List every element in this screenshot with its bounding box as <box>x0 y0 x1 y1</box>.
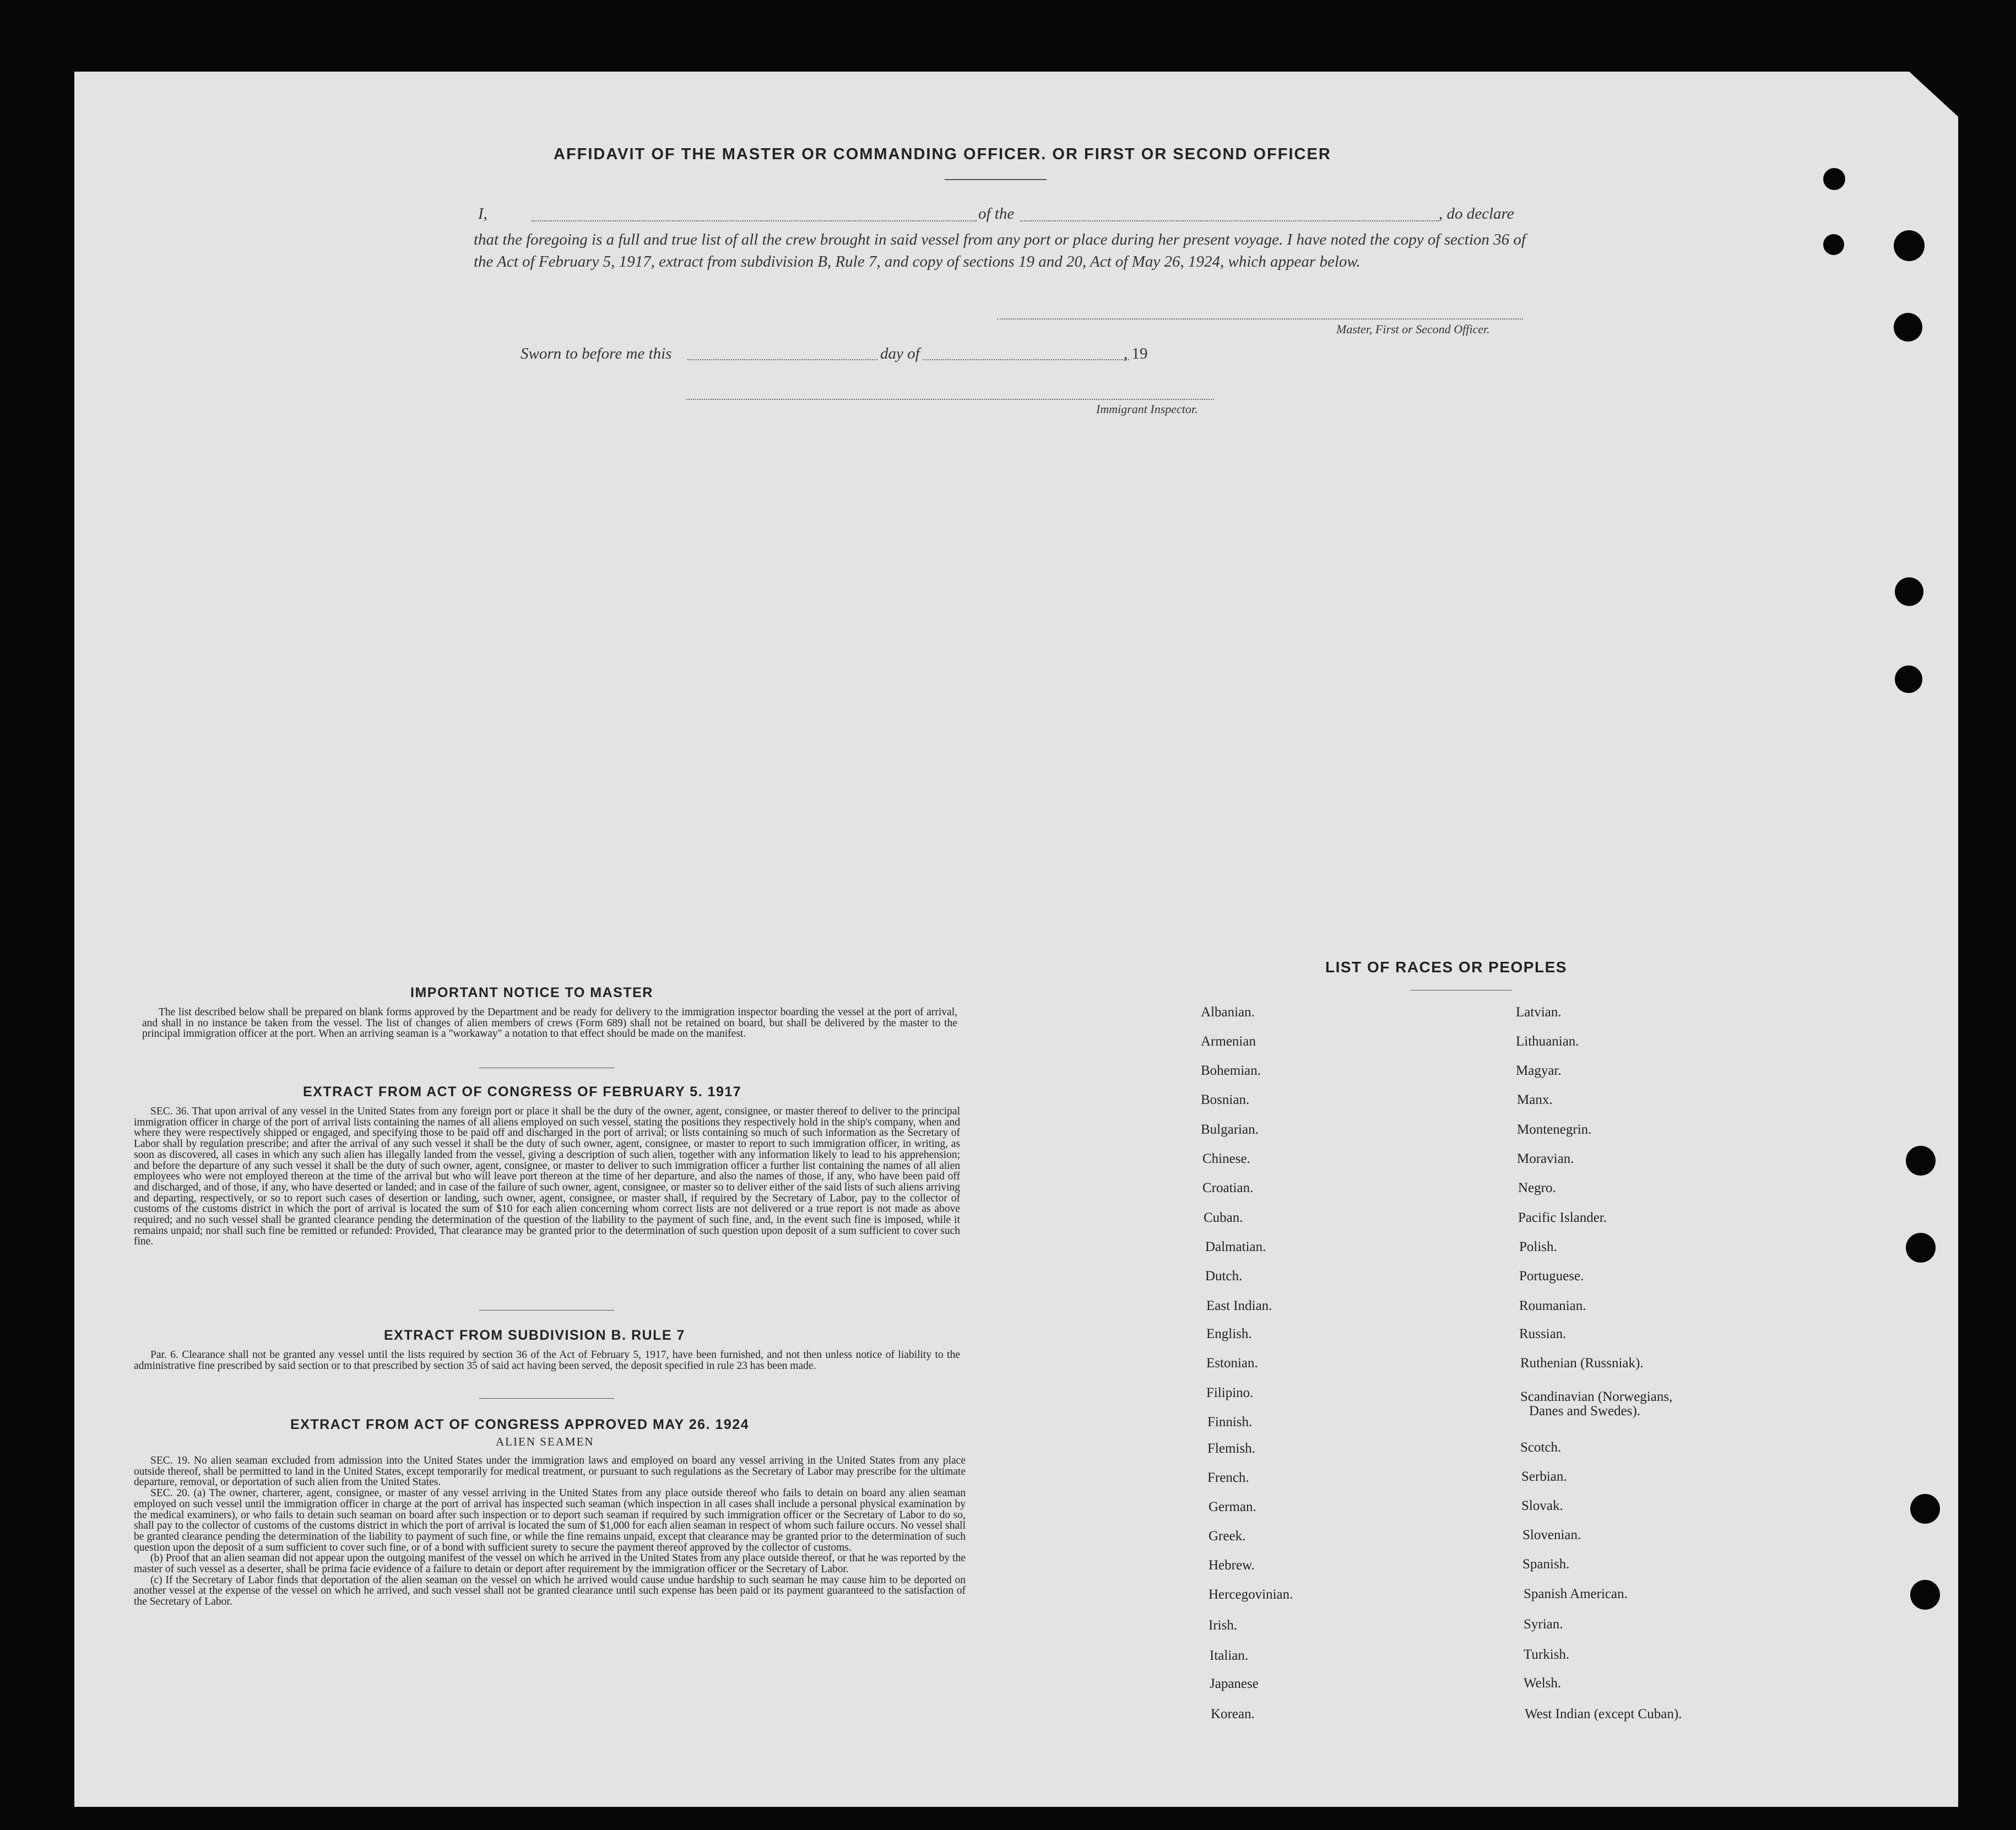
race-item: Russian. <box>1519 1327 1567 1341</box>
race-item: Polish. <box>1519 1239 1557 1254</box>
extract-1924-title: EXTRACT FROM ACT OF CONGRESS APPROVED MAY 26. 1924 <box>290 1417 750 1432</box>
race-item: Dalmatian. <box>1205 1239 1266 1254</box>
race-item: Cuban. <box>1204 1210 1243 1225</box>
declarant-prefix: I, <box>478 205 487 223</box>
sworn-month-field[interactable] <box>923 359 1129 360</box>
race-item: Hercegovinian. <box>1208 1587 1293 1602</box>
affidavit-body: that the foregoing is a full and true list of all the crew brought in said vessel from any port or place during her present voyage. I have noted the copy of section 36 of the Act of February 5, 1917, extract from subdivision B, Rule 7, and copy of sections 19 and 20, Act of May 26, 1924, which appear below. <box>474 231 1526 270</box>
race-item: French. <box>1207 1470 1249 1485</box>
race-item: Finnish. <box>1207 1415 1253 1430</box>
race-item: Ruthenian (Russniak). <box>1520 1356 1644 1371</box>
punch-hole <box>1894 230 1925 261</box>
sec20b-paragraph: (b) Proof that an alien seaman did not appear upon the outgoing manifest of the vessel on which he arrived in the United States from any place outside thereof, or that he was reported by the master of such vessel as a deserter, shall be prima facie evidence of a failure to detain or deport after requirement by the immigration officer or the Secretary of Labor. <box>134 1552 966 1575</box>
race-item: Spanish. <box>1522 1557 1570 1572</box>
extract-1917-title: EXTRACT FROM ACT OF CONGRESS OF FEBRUARY 5. 1917 <box>303 1084 742 1100</box>
race-item: Portuguese. <box>1519 1269 1584 1284</box>
inspector-signature-label: Immigrant Inspector. <box>1096 402 1198 416</box>
race-item: Slovenian. <box>1522 1528 1581 1542</box>
extract-1917-text <box>134 1106 960 1247</box>
race-item: Estonian. <box>1206 1356 1258 1371</box>
race-item: Bulgarian. <box>1201 1122 1259 1137</box>
declare-label: , do declare <box>1439 205 1514 223</box>
punch-hole <box>1823 234 1844 255</box>
name-field[interactable] <box>532 220 977 221</box>
sworn-label: Sworn to before me this <box>521 345 672 362</box>
sec20c-paragraph: (c) If the Secretary of Labor finds that deportation of the alien seaman on the vessel on which he arrived would cause undue hardship to such seaman he may cause him to be deported on another vessel at the expense of the vessel on which he arrived, and such vessel shall not be granted clearance until such expense has been paid or its payment guaranteed to the satisfaction of the Secretary of Labor. <box>134 1574 966 1608</box>
sec36-paragraph: SEC. 36. That upon arrival of any vessel in the United States from any foreign port or place it shall be the duty of the owner, agent, consignee, or master thereof to deliver to the principal immigration officer in charge of the port of arrival lists containing the names of all aliens employed on such vessel, stating the positions they respectively hold in the ship's company, when and where they were respectively shipped or engaged, and specifying those to be paid off and discharged in the port of arrival; or lists containing so much of such information as the Secretary of Labor shall by regulation prescribe; and after the arrival of any such vessel it shall be the duty of such owner, agent, consignee, or master to report to such immigration officer, in writing, as soon as discovered, all cases in which any such alien has illegally landed from the vessel, giving a description of such alien, together with any information likely to lead to his apprehension; and before the departure of any such vessel it shall be the duty of such owner, agent, consignee, or master to deliver to such immigration officer a further list containing the names of all alien employees who were not employed thereon at the time of the arrival but who will leave port thereon at the time of her departure, and also the names of those, if any, who have been paid off and discharged, and of those, if any, who have deserted or landed; and in case of the failure of such owner, agent, consignee, or master so to deliver either of the said lists of such aliens arriving and departing, respectively, or so to report such cases of desertion or landing, such owner, agent, consignee, or master shall, if required by the Secretary of Labor, pay to the collector of customs of the customs district in which the port of arrival is located the sum of $10 for each alien concerning whom correct lists are not delivered or a true report is not made as above required; and no such vessel shall be granted clearance pending the determination of the question of the liability to the payment of such fine, and, in the event such fine is imposed, while it remains unpaid; nor shall such fine be remitted or refunded: Provided, That clearance may be granted prior to the determination of such question upon deposit of a sum sufficient to cover such fine. <box>134 1106 960 1248</box>
master-signature-label: Master, First or Second Officer. <box>1336 322 1490 336</box>
races-title: LIST OF RACES OR PEOPLES <box>1325 959 1567 976</box>
punch-hole <box>1894 313 1922 342</box>
day-of-label: day of <box>880 345 920 362</box>
of-the-label: of the <box>978 205 1015 223</box>
race-item: Flemish. <box>1207 1441 1255 1456</box>
rule7-title: EXTRACT FROM SUBDIVISION B. RULE 7 <box>384 1328 685 1343</box>
sworn-day-field[interactable] <box>687 359 877 360</box>
master-signature-line[interactable] <box>997 318 1523 320</box>
race-item: Latvian. <box>1516 1005 1562 1020</box>
race-item: English. <box>1206 1327 1252 1341</box>
race-item: Spanish American. <box>1524 1587 1628 1601</box>
race-item: Pacific Islander. <box>1518 1210 1607 1225</box>
divider <box>479 1398 614 1399</box>
affidavit-title: AFFIDAVIT OF THE MASTER OR COMMANDING OFFICER. OR FIRST OR SECOND OFFICER <box>554 145 1331 163</box>
race-item: Welsh. <box>1524 1676 1562 1691</box>
race-item: West Indian (except Cuban). <box>1525 1707 1682 1721</box>
race-item: Negro. <box>1518 1181 1556 1195</box>
race-item: Moravian. <box>1517 1151 1574 1166</box>
punch-hole <box>1910 1494 1940 1524</box>
race-item: German. <box>1208 1499 1256 1514</box>
sec20a-paragraph: SEC. 20. (a) The owner, charterer, agent, consignee, or master of any vessel arriving in the United States from any place outside thereof who fails to detain on board any alien seaman employed on such vessel until the immigration officer in charge at the port of arrival has inspected such seaman (which inspection in all cases shall include a personal physical examination by the medical examiners), or who fails to detain such seaman on board after such inspection or to deport such seaman if required by such immigration officer or the Secretary of Labor to do so, shall pay to the collector of customs of the customs district in which the port of arrival is located the sum of $1,000 for each alien seaman in respect of whom such failure occurs. No vessel shall be granted clearance pending the determination of the liability to payment of such fine, or while the fine remains unpaid, except that clearance may be granted prior to the determination of such question upon the deposit of a sum sufficient to cover such fine, or of a bond with sufficient surety to secure the payment thereof approved by the collector of customs. <box>134 1487 966 1553</box>
punch-hole <box>1906 1146 1936 1176</box>
punch-hole <box>1895 665 1922 693</box>
race-item: Serbian. <box>1521 1469 1567 1484</box>
race-item: Irish. <box>1208 1618 1238 1633</box>
race-item: Syrian. <box>1524 1617 1563 1632</box>
race-item: Roumanian. <box>1519 1298 1586 1313</box>
alien-seamen-subtitle: ALIEN SEAMEN <box>496 1435 594 1448</box>
race-item: Scotch. <box>1520 1440 1562 1455</box>
race-item: Armenian <box>1201 1034 1256 1049</box>
extract-1924-text <box>134 1455 966 1607</box>
race-item: Magyar. <box>1516 1063 1562 1078</box>
race-item: Filipino. <box>1206 1385 1254 1400</box>
race-item: East Indian. <box>1206 1298 1272 1313</box>
race-item: Croatian. <box>1202 1181 1254 1195</box>
punch-hole <box>1910 1580 1940 1610</box>
rule7-text <box>134 1350 960 1371</box>
sec19-paragraph: SEC. 19. No alien seaman excluded from admission into the United States under the immigration laws and employed on board any vessel arriving in the United States from any place outside thereof, shall be permitted to land in the United States, except temporarily for medical treatment, or pursuant to such regulations as the Secretary of Labor may prescribe for the ultimate departure, removal, or deportation of such alien from the United States. <box>134 1455 966 1488</box>
race-item: Bohemian. <box>1201 1063 1261 1078</box>
race-item: Lithuanian. <box>1516 1034 1579 1049</box>
race-item: Bosnian. <box>1201 1092 1250 1107</box>
race-item: Japanese <box>1210 1676 1259 1691</box>
race-item: Hebrew. <box>1208 1558 1255 1573</box>
year-label: , 19 <box>1124 345 1148 362</box>
punch-hole <box>1895 577 1923 606</box>
punch-hole <box>1823 168 1845 190</box>
race-item: Greek. <box>1208 1529 1246 1544</box>
race-item: Montenegrin. <box>1517 1122 1592 1137</box>
race-item: Italian. <box>1210 1648 1249 1663</box>
race-item: Manx. <box>1517 1092 1553 1107</box>
par6-paragraph: Par. 6. Clearance shall not be granted any vessel until the lists required by section 36 of the Act of February 5, 1917, have been furnished, and not then unless notice of liability to the administrative fine prescribed by said section or to that prescribed by section 35 of said act having been served, the deposit specified in rule 23 has been made. <box>134 1349 960 1372</box>
inspector-signature-line[interactable] <box>686 399 1214 400</box>
punch-hole <box>1906 1233 1936 1263</box>
notice-paragraph: The list described below shall be prepared on blank forms approved by the Department and be ready for delivery to the immigration inspector boarding the vessel at the port of arrival, and shall in no instance be taken from the vessel. The list of changes of alien members of crews (Form 689) shall not be retained on board, but shall be delivered by the master to the principal immigration officer at the port. When an arriving seaman is a "workaway" a notation to that effect should be made on the manifest. <box>142 1006 957 1040</box>
race-item: Albanian. <box>1201 1005 1255 1020</box>
vessel-field[interactable] <box>1020 220 1439 221</box>
race-item: Chinese. <box>1202 1151 1250 1166</box>
race-item: Korean. <box>1211 1707 1255 1721</box>
race-item: Dutch. <box>1205 1269 1243 1284</box>
title-rule <box>945 179 1047 180</box>
divider <box>479 1310 614 1311</box>
notice-title: IMPORTANT NOTICE TO MASTER <box>410 985 653 1000</box>
notice-text <box>142 1007 957 1039</box>
race-item: Turkish. <box>1524 1647 1570 1662</box>
race-item: Danes and Swedes). <box>1529 1404 1641 1418</box>
race-item: Slovak. <box>1521 1498 1563 1513</box>
race-item: Scandinavian (Norwegians, <box>1520 1389 1673 1404</box>
